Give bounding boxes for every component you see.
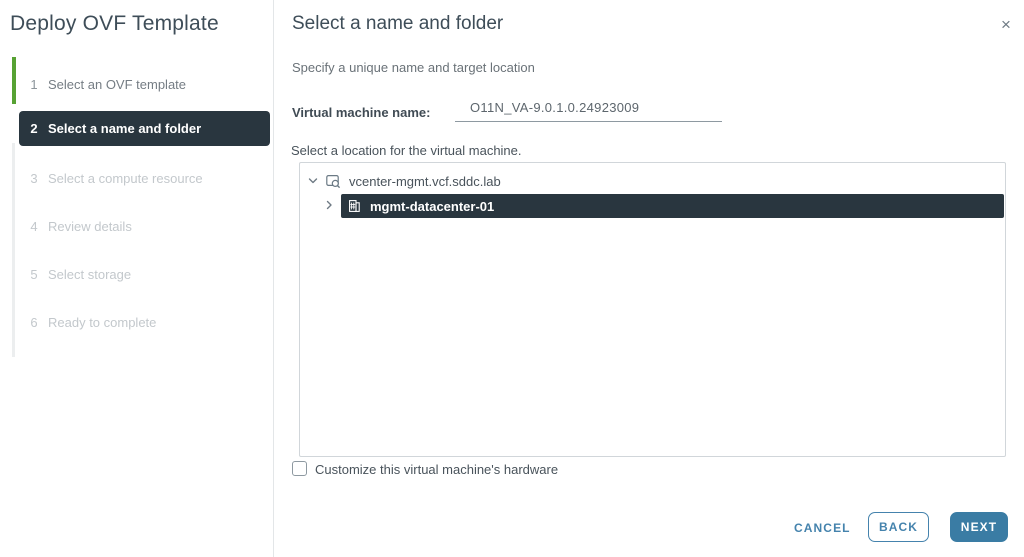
step-label: Review details [48, 219, 132, 234]
step-select-name-folder[interactable] [19, 111, 270, 146]
step-ready-to-complete [29, 315, 156, 330]
tree-row-vcenter[interactable] [307, 170, 501, 192]
progress-bar-completed [12, 57, 16, 104]
step-number: 5 [30, 267, 38, 282]
vm-name-label: Virtual machine name: [292, 105, 431, 120]
vcenter-icon [325, 173, 341, 189]
customize-hardware-label[interactable]: Customize this virtual machine's hardware [315, 462, 559, 477]
step-select-ovf-template[interactable] [29, 77, 186, 92]
step-number: 3 [30, 171, 38, 186]
step-label: Select a compute resource [48, 171, 203, 186]
step-select-storage [29, 267, 131, 282]
step-label: Select an OVF template [48, 77, 187, 92]
customize-hardware-checkbox[interactable] [292, 461, 307, 476]
step-label: Select a name and folder [48, 121, 202, 136]
tree-item-label[interactable]: vcenter-mgmt.vcf.sddc.lab [349, 173, 501, 189]
vm-name-input[interactable] [455, 96, 722, 122]
chevron-down-icon[interactable] [307, 175, 319, 187]
tree-row-datacenter-selected[interactable] [341, 194, 1004, 218]
step-review-details [29, 219, 132, 234]
folder-tree [299, 162, 1006, 457]
step-number: 2 [30, 121, 38, 136]
next-button[interactable]: NEXT [950, 512, 1008, 542]
close-icon[interactable]: × [995, 14, 1017, 36]
tree-item-label[interactable]: mgmt-datacenter-01 [370, 198, 495, 214]
progress-track [12, 143, 15, 357]
back-button[interactable]: BACK [868, 512, 929, 542]
cancel-button[interactable]: CANCEL [786, 515, 859, 540]
step-number: 1 [30, 77, 38, 92]
wizard-title: Deploy OVF Template [10, 12, 219, 35]
location-label: Select a location for the virtual machine. [291, 143, 522, 158]
sidebar-divider [273, 0, 274, 557]
page-title: Select a name and folder [292, 13, 504, 34]
step-number: 6 [30, 315, 38, 330]
step-number: 4 [30, 219, 38, 234]
step-select-compute-resource [29, 171, 203, 186]
step-label: Select storage [48, 267, 132, 282]
chevron-right-icon[interactable] [323, 199, 335, 211]
step-label: Ready to complete [48, 315, 157, 330]
datacenter-icon [346, 198, 362, 214]
page-subtitle: Specify a unique name and target location [292, 60, 535, 75]
